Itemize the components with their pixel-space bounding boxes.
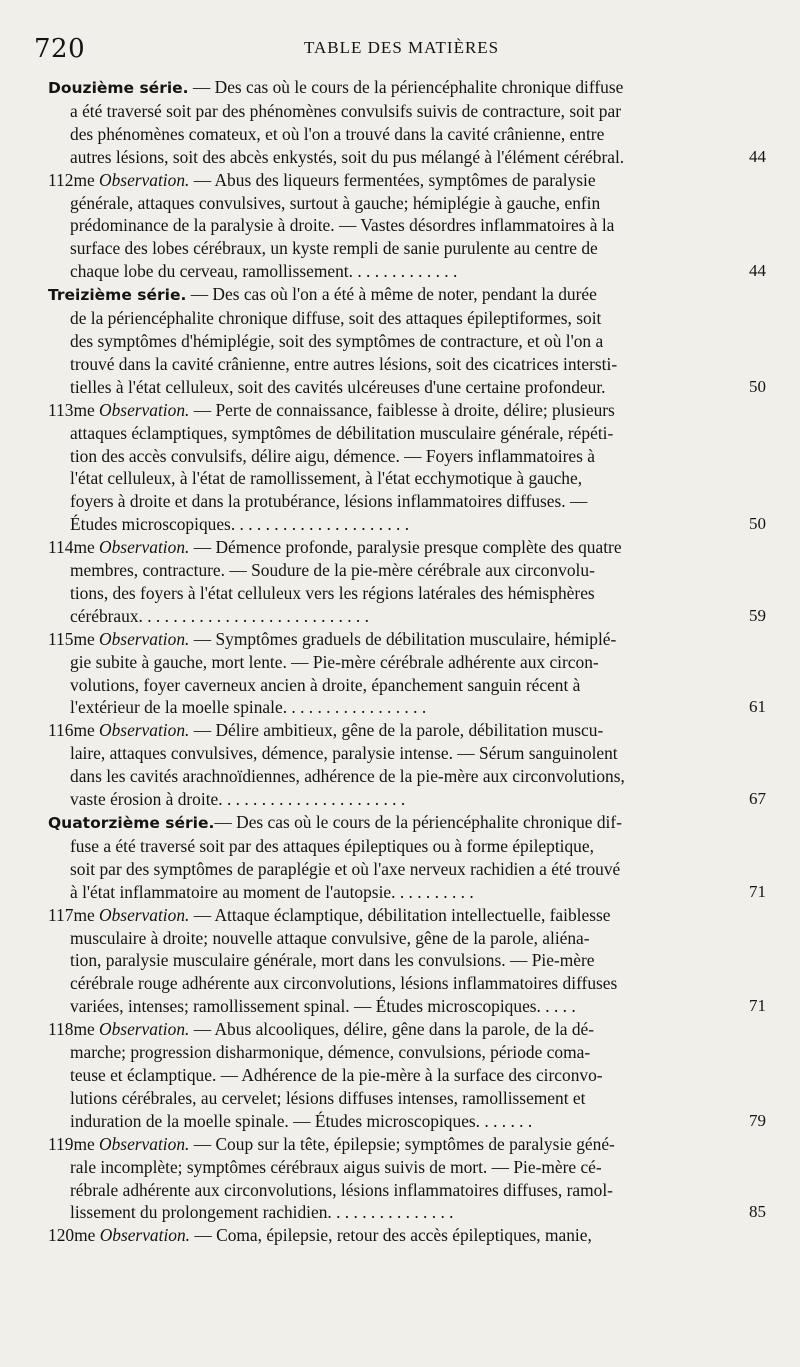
entry-line xyxy=(48,237,770,260)
entry-line xyxy=(48,949,770,972)
running-title: TABLE DES MATIÈRES xyxy=(304,38,500,57)
entry-label: Observation. xyxy=(99,1133,190,1154)
observation-entry xyxy=(48,1133,770,1225)
entry-line xyxy=(48,1041,770,1064)
observation-number: 120me xyxy=(48,1225,100,1246)
table-of-contents xyxy=(48,76,770,1247)
page-reference: 67 xyxy=(749,789,766,809)
entry-text: — Des cas où le cours de la périencéphalite chronique dif- xyxy=(214,812,622,832)
entry-text: — Démence profonde, paralysie presque complète des quatre xyxy=(189,537,622,558)
entry-line xyxy=(48,399,770,422)
page-reference: 61 xyxy=(749,697,766,717)
entry-text: l'état celluleux, à l'état de ramollissement, à l'état ecchymotique à gauche, xyxy=(70,468,583,489)
entry-label: Observation. xyxy=(99,399,190,420)
entry-text: l'extérieur de la moelle spinale. . . . . . . . . . . . . . . . . xyxy=(70,697,427,718)
entry-line xyxy=(48,214,770,237)
entry-line xyxy=(48,146,770,169)
page-reference: 71 xyxy=(749,881,766,901)
entry-line xyxy=(48,1018,770,1041)
entry-line xyxy=(48,330,770,353)
entry-text: — Coup sur la tête, épilepsie; symptômes de paralysie géné- xyxy=(189,1133,615,1154)
entry-text: fuse a été traversé soit par des attaques épileptiques ou à forme épileptique, xyxy=(70,835,594,856)
entry-line xyxy=(48,490,770,513)
entry-text: cérébrale rouge adhérente aux circonvolutions, lésions inflammatoires diffuses xyxy=(70,973,618,994)
entry-text: dans les cavités arachnoïdiennes, adhérence de la pie-mère aux circonvolutions, xyxy=(70,766,625,787)
entry-line xyxy=(48,674,770,697)
entry-text: musculaire à droite; nouvelle attaque convulsive, gêne de la parole, aliéna- xyxy=(70,927,590,948)
observation-entry xyxy=(48,628,770,720)
observation-entry xyxy=(48,1018,770,1133)
entry-line xyxy=(48,376,770,399)
observation-entry xyxy=(48,536,770,628)
entry-text: a été traversé soit par des phénomènes convulsifs suivis de contracture, soit par xyxy=(70,100,622,121)
entry-line xyxy=(48,1156,770,1179)
entry-text: teuse et éclamptique. — Adhérence de la pie-mère à la surface des circonvo- xyxy=(70,1064,603,1085)
entry-line xyxy=(48,353,770,376)
entry-line xyxy=(48,788,770,811)
entry-label: Observation. xyxy=(99,169,190,190)
observation-number: 118me xyxy=(48,1019,100,1040)
serie-entry xyxy=(48,811,770,904)
entry-text: foyers à droite et dans la protubérance, lésions inflammatoires diffuses. — xyxy=(70,491,588,512)
entry-line xyxy=(48,467,770,490)
entry-line xyxy=(48,559,770,582)
entry-line xyxy=(48,1064,770,1087)
entry-text: tion, paralysie musculaire générale, mort dans les convulsions. — Pie-mère xyxy=(70,950,595,971)
entry-label: Observation. xyxy=(99,1225,191,1246)
entry-line xyxy=(48,1133,770,1156)
entry-text: attaques éclamptiques, symptômes de débilitation musculaire générale, répéti- xyxy=(70,422,614,443)
entry-line xyxy=(48,881,770,904)
page-reference: 50 xyxy=(749,376,766,396)
entry-text: générale, attaques convulsives, surtout à gauche; hémiplégie à gauche, enfin xyxy=(70,192,601,213)
page-reference: 85 xyxy=(749,1202,766,1222)
entry-line xyxy=(48,742,770,765)
entry-line xyxy=(48,651,770,674)
page-number: 720 xyxy=(34,34,86,64)
page-reference: 50 xyxy=(749,514,766,534)
observation-entry xyxy=(48,1224,770,1247)
entry-line xyxy=(48,1201,770,1224)
entry-line xyxy=(48,307,770,330)
entry-text: Études microscopiques. . . . . . . . . . . . . . . . . . . . . xyxy=(70,514,410,535)
entry-text: tielles à l'état celluleux, soit des cavités ulcéreuses d'une certaine profondeur. xyxy=(70,376,606,397)
entry-line xyxy=(48,1087,770,1110)
page-reference: 44 xyxy=(749,261,766,281)
entry-line xyxy=(48,765,770,788)
entry-text: gie subite à gauche, mort lente. — Pie-mère cérébrale adhérente aux circon- xyxy=(70,651,599,672)
observation-number: 119me xyxy=(48,1133,100,1154)
observation-number: 114me xyxy=(48,537,100,558)
entry-text: rale incomplète; symptômes cérébraux aigus suivis de mort. — Pie-mère cé- xyxy=(70,1156,602,1177)
entry-text: lissement du prolongement rachidien. . . . . . . . . . . . . . . xyxy=(70,1202,454,1223)
entry-line xyxy=(48,858,770,881)
entry-text: trouvé dans la cavité crânienne, entre autres lésions, soit des cicatrices intersti- xyxy=(70,353,618,374)
entry-label: Douzième série. xyxy=(48,79,189,97)
entry-text: chaque lobe du cerveau, ramollissement. . . . . . . . . . . . . xyxy=(70,261,458,282)
entry-line xyxy=(48,123,770,146)
entry-line xyxy=(48,260,770,283)
observation-number: 115me xyxy=(48,628,100,649)
observation-entry xyxy=(48,169,770,284)
entry-text: de la périencéphalite chronique diffuse, soit des attaques épileptiformes, soit xyxy=(70,308,602,329)
entry-line xyxy=(48,536,770,559)
entry-text: rébrale adhérente aux circonvolutions, lésions inflammatoires diffuses, ramol- xyxy=(70,1179,613,1200)
entry-text: tion des accès convulsifs, délire aigu, démence. — Foyers inflammatoires à xyxy=(70,445,595,466)
entry-text: tions, des foyers à l'état celluleux vers les régions latérales des hémisphères xyxy=(70,582,595,603)
entry-text: lutions cérébrales, au cervelet; lésions diffuses intenses, ramollissement et xyxy=(70,1087,586,1108)
entry-line xyxy=(48,811,770,835)
observation-entry xyxy=(48,399,770,536)
entry-line xyxy=(48,927,770,950)
serie-entry xyxy=(48,283,770,399)
entry-line xyxy=(48,628,770,651)
observation-entry xyxy=(48,904,770,1019)
observation-number: 116me xyxy=(48,720,100,741)
entry-line xyxy=(48,605,770,628)
entry-label: Quatorzième série. xyxy=(48,814,215,832)
entry-label: Observation. xyxy=(99,537,190,558)
observation-number: 117me xyxy=(48,904,100,925)
entry-line xyxy=(48,422,770,445)
entry-text: surface des lobes cérébraux, un kyste rempli de sanie purulente au centre de xyxy=(70,238,598,259)
entry-text: à l'état inflammatoire au moment de l'autopsie. . . . . . . . . . xyxy=(70,881,474,902)
entry-text: induration de la moelle spinale. — Études microscopiques. . . . . . . xyxy=(70,1110,533,1131)
observation-number: 113me xyxy=(48,399,100,420)
entry-line xyxy=(48,283,770,307)
entry-line xyxy=(48,719,770,742)
entry-text: — Des cas où l'on a été à même de noter, pendant la durée xyxy=(186,284,597,305)
entry-text: — Attaque éclamptique, débilitation intellectuelle, faiblesse xyxy=(189,904,611,925)
entry-text: soit par des symptômes de paraplégie et où l'axe nerveux rachidien a été trouvé xyxy=(70,858,621,879)
entry-line xyxy=(48,169,770,192)
page-reference: 59 xyxy=(749,605,766,625)
page-reference: 71 xyxy=(749,996,766,1016)
entry-text: membres, contracture. — Soudure de la pie-mère cérébrale aux circonvolu- xyxy=(70,560,595,581)
entry-line xyxy=(48,582,770,605)
entry-text: — Délire ambitieux, gêne de la parole, débilitation muscu- xyxy=(189,720,604,741)
entry-label: Observation. xyxy=(99,720,190,741)
entry-line xyxy=(48,513,770,536)
entry-line xyxy=(48,192,770,215)
entry-text: — Des cas où le cours de la périencéphalite chronique diffuse xyxy=(188,77,624,97)
serie-entry xyxy=(48,76,770,169)
observation-entry xyxy=(48,719,770,811)
entry-line xyxy=(48,904,770,927)
entry-text: autres lésions, soit des abcès enkystés, soit du pus mélangé à l'élément cérébral. xyxy=(70,146,625,167)
entry-line xyxy=(48,1110,770,1133)
entry-text: laire, attaques convulsives, démence, paralysie intense. — Sérum sanguinolent xyxy=(70,743,618,764)
entry-text: — Perte de connaissance, faiblesse à droite, délire; plusieurs xyxy=(189,399,615,420)
entry-line xyxy=(48,995,770,1018)
page-reference: 44 xyxy=(749,146,766,166)
entry-text: cérébraux. . . . . . . . . . . . . . . . . . . . . . . . . . . xyxy=(70,605,369,626)
entry-line xyxy=(48,76,770,100)
entry-text: vaste érosion à droite. . . . . . . . . . . . . . . . . . . . . . xyxy=(70,789,406,810)
entry-text: des symptômes d'hémiplégie, soit des symptômes de contracture, et où l'on a xyxy=(70,330,604,351)
page-reference: 79 xyxy=(749,1110,766,1130)
entry-line xyxy=(48,972,770,995)
entry-text: prédominance de la paralysie à droite. — Vastes désordres inflammatoires à la xyxy=(70,215,615,236)
entry-line xyxy=(48,696,770,719)
entry-text: — Abus des liqueurs fermentées, symptômes de paralysie xyxy=(189,169,596,190)
entry-label: Treizième série. xyxy=(48,286,187,305)
page-header xyxy=(34,34,780,64)
entry-text: variées, intenses; ramollissement spinal. — Études microscopiques. . . . . xyxy=(70,996,576,1017)
entry-line xyxy=(48,835,770,858)
entry-text: des phénomènes comateux, et où l'on a trouvé dans la cavité crânienne, entre xyxy=(70,123,605,144)
entry-line xyxy=(48,100,770,123)
entry-text: marche; progression disharmonique, démence, convulsions, période coma- xyxy=(70,1042,591,1063)
entry-label: Observation. xyxy=(99,904,190,925)
entry-label: Observation. xyxy=(99,628,190,649)
entry-text: — Symptômes graduels de débilitation musculaire, hémiplé- xyxy=(189,628,617,649)
entry-text: — Coma, épilepsie, retour des accès épileptiques, manie, xyxy=(190,1225,592,1246)
entry-text: — Abus alcooliques, délire, gêne dans la parole, de la dé- xyxy=(189,1019,595,1040)
entry-text: volutions, foyer caverneux ancien à droite, épanchement sanguin récent à xyxy=(70,674,581,695)
entry-line xyxy=(48,445,770,468)
entry-line xyxy=(48,1224,770,1247)
observation-number: 112me xyxy=(48,169,100,190)
entry-label: Observation. xyxy=(99,1019,190,1040)
entry-line xyxy=(48,1179,770,1202)
